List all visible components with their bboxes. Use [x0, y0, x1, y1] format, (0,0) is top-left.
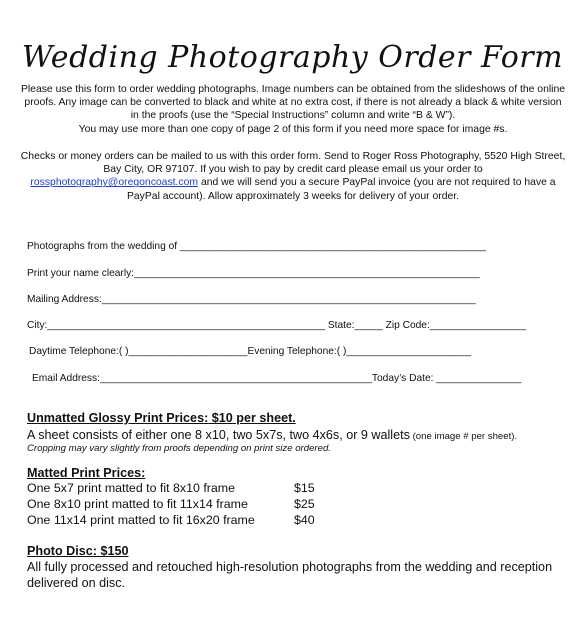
mail-line: PayPal account). Allow approximately 3 weeks for delivery of your order.: [126, 190, 460, 202]
mail-line: Checks or money orders can be mailed to us with this order form. Send to Roger Ross Photography, 5520 High Street,: [20, 151, 566, 162]
unmatted-heading: Unmatted Glossy Print Prices: $10 per sheet.: [27, 411, 296, 425]
unmatted-price: $10 per sheet.: [208, 411, 296, 425]
mail-line: [14, 176, 572, 189]
matted-item: One 5x7 print matted to fit 8x10 frame $15: [27, 481, 315, 495]
intro-line: in the proofs (use the “Special Instructions” column and write “B & W”).: [130, 110, 456, 122]
city-state-zip-field[interactable]: City:_________________________________________________ State:_____ Zip Code:_________________: [27, 320, 527, 331]
cropping-note: Cropping may vary slightly from proofs depending on print size ordered.: [27, 443, 331, 454]
matted-item: One 11x14 print matted to fit 16x20 frame $40: [27, 513, 315, 527]
intro-line: You may use more than one copy of page 2 of this form if you need more space for image #s.: [78, 123, 508, 135]
mailing-instructions: [14, 150, 572, 203]
email-date-field[interactable]: Email Address:________________________________________________Today’s Date: _______________: [32, 373, 522, 384]
matted-item: One 8x10 print matted to fit 11x14 frame $25: [27, 497, 315, 511]
email-link[interactable]: rossphotography@oregoncoast.com: [30, 177, 199, 189]
intro-line: Please use this form to order wedding photographs. Image numbers can be obtained from the slideshows of the online: [20, 84, 566, 95]
page-title: Wedding Photography Order Form: [21, 40, 564, 75]
telephone-field[interactable]: Daytime Telephone:( )_____________________Evening Telephone:( )______________________: [29, 346, 472, 357]
mailing-address-field[interactable]: Mailing Address:__________________________________________________________________: [27, 294, 476, 305]
photo-disc-price: $150: [96, 544, 129, 558]
unmatted-description: A sheet consists of either one 8 x10, two 5x7s, two 4x6s, or 9 wallets (one image # per sheet).: [27, 428, 518, 442]
matted-item-price: $25: [294, 497, 315, 511]
mail-line: Bay City, OR 97107. If you wish to pay by credit card please email us your order to: [103, 164, 483, 176]
photo-disc-heading: Photo Disc: $150: [27, 544, 129, 558]
wedding-of-field[interactable]: Photographs from the wedding of ______________________________________________________: [27, 241, 486, 252]
intro-paragraph: [14, 83, 572, 136]
photo-disc-description: All fully processed and retouched high-resolution photographs from the wedding and reception delivered on disc.: [27, 560, 553, 590]
matted-heading: Matted Print Prices:: [27, 466, 146, 480]
intro-line: proofs. Any image can be converted to black and white at no extra cost, if there is not already a black & white version: [24, 97, 562, 109]
print-name-field[interactable]: Print your name clearly:_____________________________________________________________: [27, 268, 480, 279]
matted-item-price: $40: [294, 513, 315, 527]
matted-item-price: $15: [294, 481, 315, 495]
mail-line-rest: and we will send you a secure PayPal invoice (you are not required to have a: [198, 177, 556, 189]
